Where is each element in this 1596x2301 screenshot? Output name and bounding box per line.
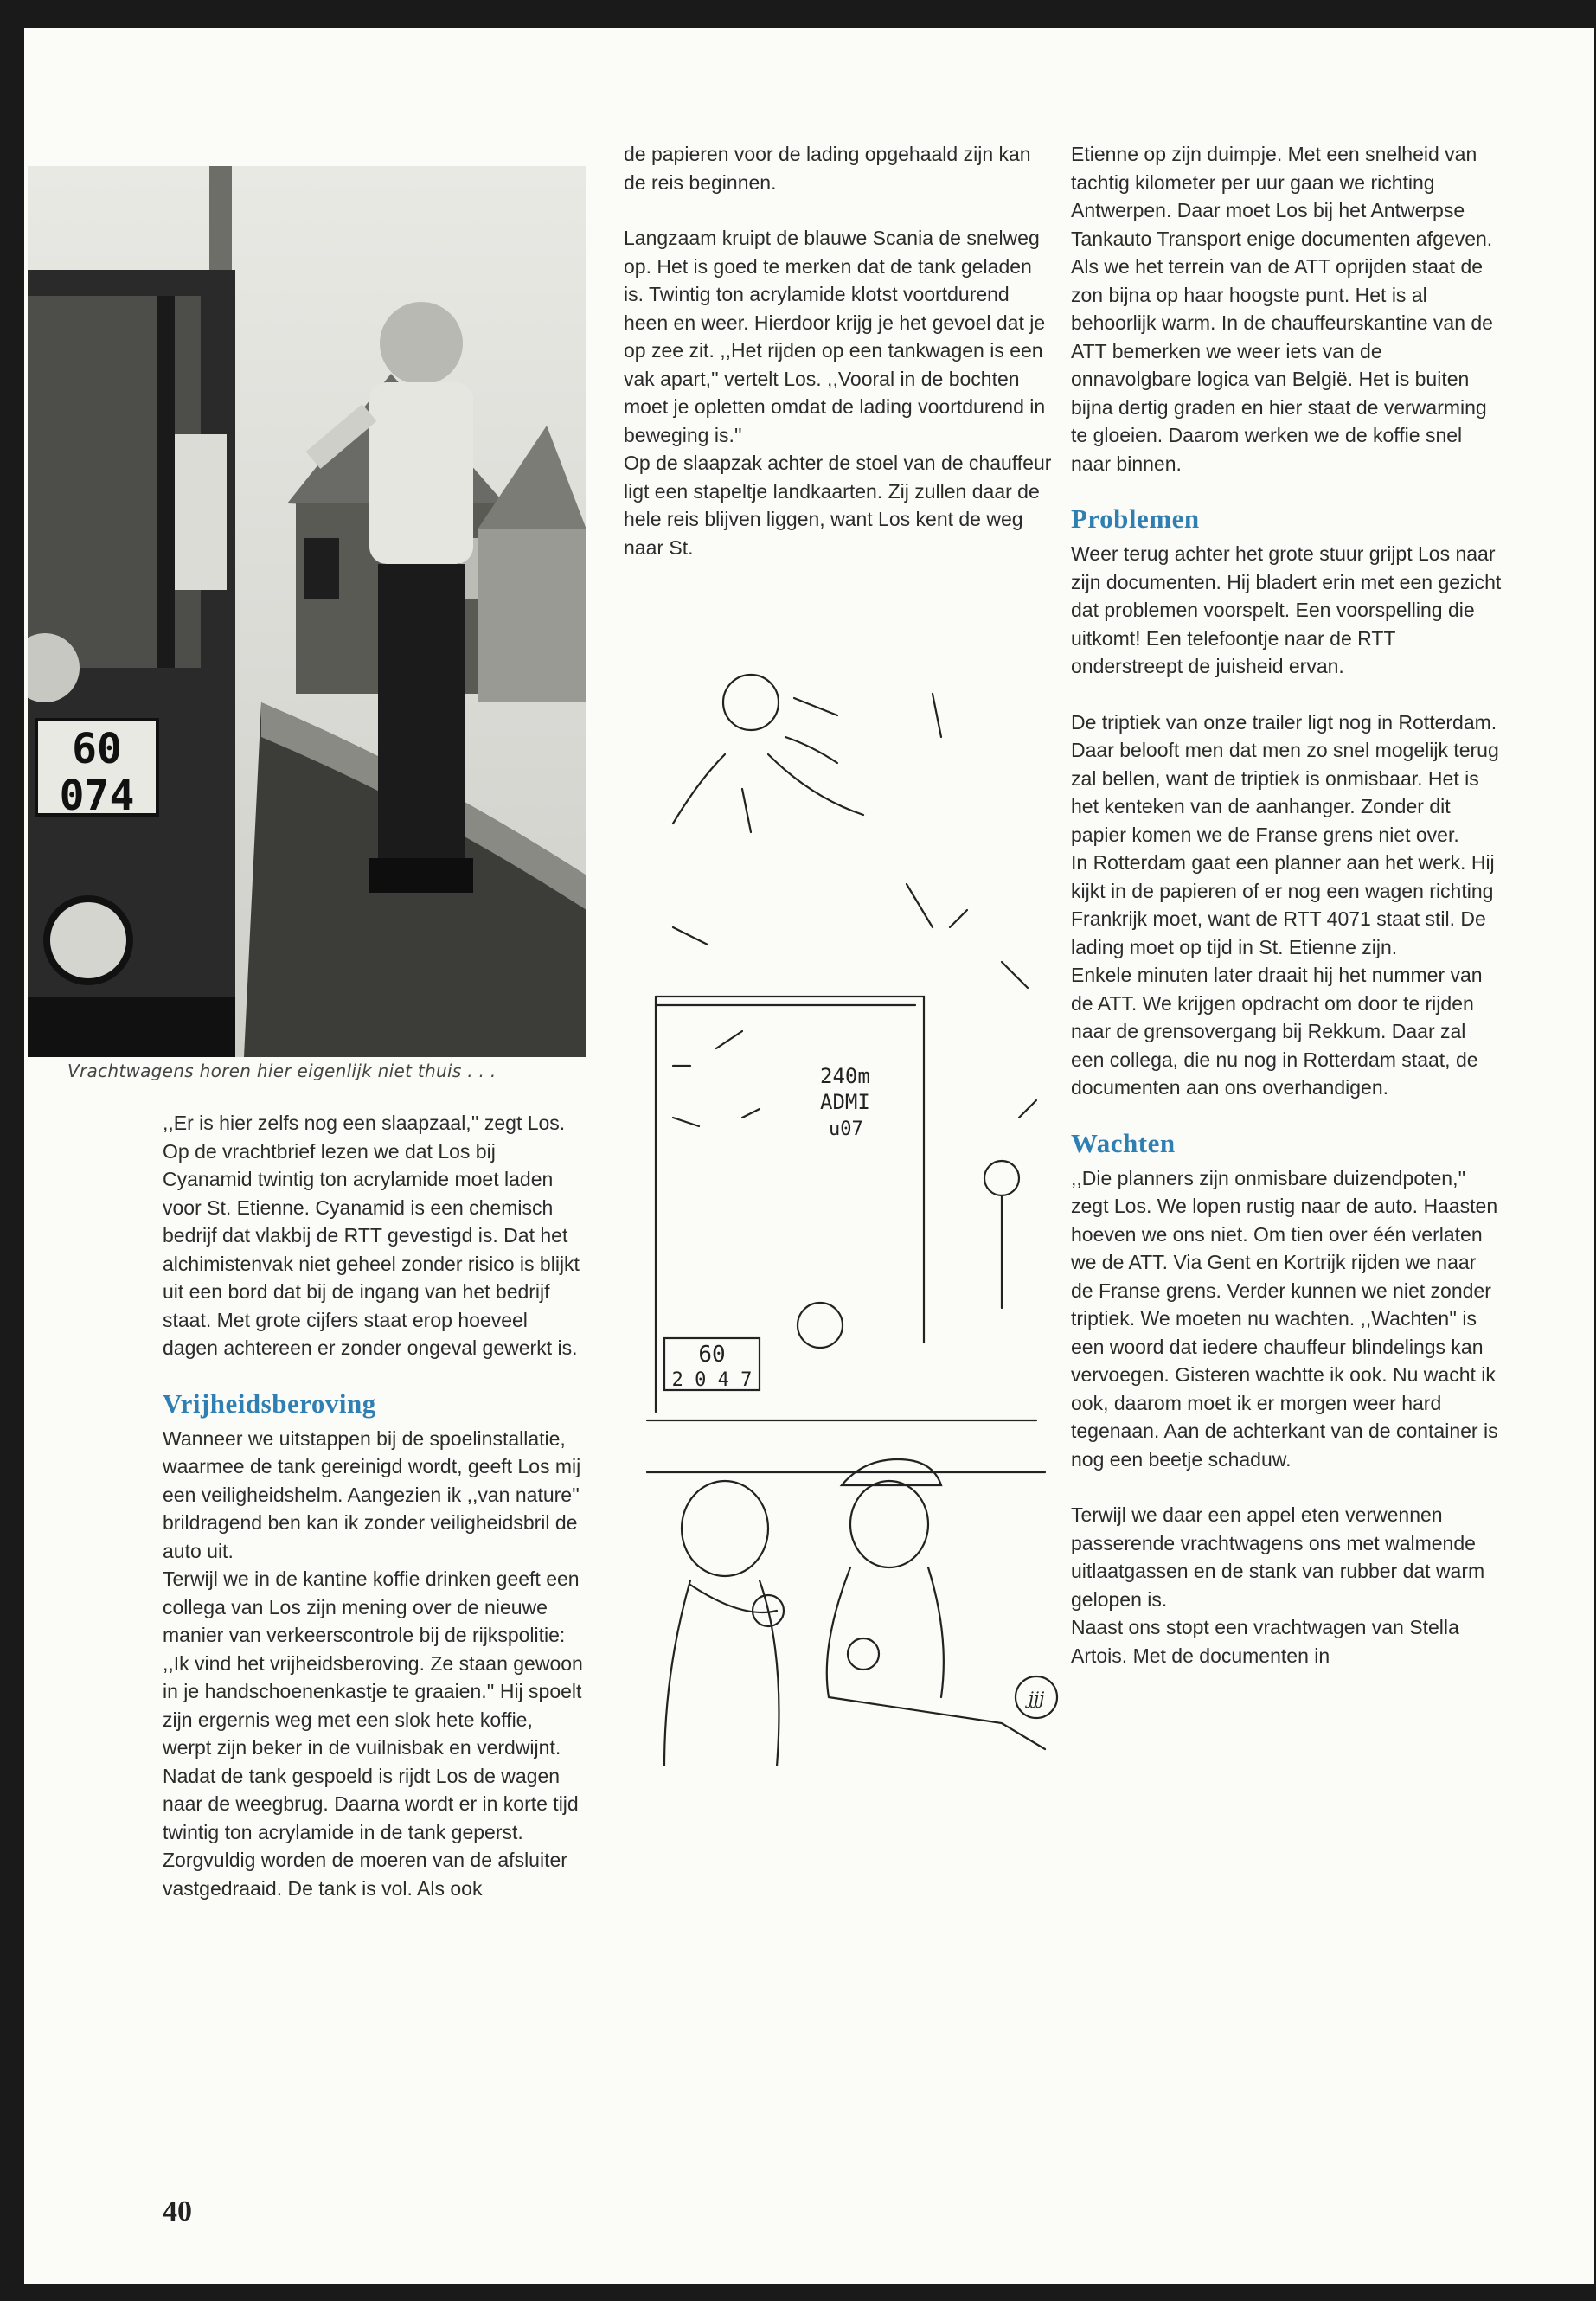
photo-caption: Vrachtwagens horen hier eigenlijk niet thuis . . .	[67, 1061, 497, 1081]
truck-plate-line1: 60	[72, 725, 122, 773]
col3-paragraph: In Rotterdam gaat een planner aan het werk. Hij kijkt in de papieren of er nog een wagen richting Frankrijk moet, want de RTT 4071 staat stil. De lading moet op tijd in St. Etienne zijn.	[1071, 851, 1495, 958]
col3-paragraph: Enkele minuten later draait hij het nummer van de ATT. We krijgen opdracht om door te rijden naar de grensovergang bij Rekkum. Daar zal een collega, die nu nog in Rotterdam staat, de documenten aan ons overhandigen.	[1071, 964, 1483, 1099]
section-heading-problemen: Problemen	[1071, 503, 1200, 534]
col3-paragraph: Als we het terrein van de ATT oprijden staat de zon bijna op haar hoogste punt. Het is al behoorlijk warm. In de chauffeurskantine van de ATT bemerken we weer iets van de onnavolgbare logica van België. Het is buiten bijna dertig graden en hier staat de verwarming te gloeien. Daarom werken we de koffie snel naar binnen.	[1071, 255, 1493, 475]
truck-plate-line2: 074	[59, 772, 135, 820]
sketch-illustration	[638, 651, 1071, 1766]
col3-paragraph: Etienne op zijn duimpje. Met een snelheid van tachtig kilometer per uur gaan we richting Antwerpen. Daar moet Los bij het Antwerpse Tankauto Transport enige documenten afgeven.	[1071, 143, 1493, 250]
sketch-signature: jjj	[1028, 1688, 1045, 1708]
col3-paragraph: Terwijl we daar een appel eten verwennen passerende vrachtwagens ons met walmende uitlaatgassen en de stank van rubber dat warm gelopen is.	[1071, 1503, 1485, 1611]
col2-paragraph: de papieren voor de lading opgehaald zijn kan de reis beginnen.	[624, 143, 1031, 194]
sketch-plate-line1: 60	[698, 1342, 726, 1368]
sketch-drawing	[638, 651, 1071, 1766]
page-number: 40	[163, 2195, 192, 2227]
col3-paragraph: Naast ons stopt een vrachtwagen van Stella Artois. Met de documenten in	[1071, 1616, 1459, 1667]
col1-paragraph: ,,Er is hier zelfs nog een slaapzaal,'' zegt Los.	[163, 1112, 566, 1134]
magazine-page	[24, 28, 1594, 2284]
sketch-sign-line1: 240m	[820, 1064, 870, 1088]
sketch-sign-line2: ADMI	[820, 1090, 870, 1114]
sketch-sign-line3: u07	[829, 1118, 863, 1140]
column-1	[163, 1109, 585, 1902]
col3-paragraph: De triptiek van onze trailer ligt nog in Rotterdam. Daar belooft men dat men zo snel mogelijk terug zal bellen, want de triptiek is onmisbaar. Het is het kenteken van de aanhanger. Zonder dit papier komen we de Franse grens niet over.	[1071, 710, 1499, 846]
col3-paragraph: Weer terug achter het grote stuur grijpt Los naar zijn documenten. Hij bladert erin met een gezicht dat problemen voorspelt. Een voorspelling die uitkomt! Een telefoontje naar de RTT onderstreept de juisheid ervan.	[1071, 542, 1502, 677]
truck-photo-image	[28, 166, 586, 1057]
col1-paragraph: Nadat de tank gespoeld is rijdt Los de wagen naar de weegbrug. Daarna wordt er in korte tijd twintig ton acrylamide in de tank geperst. Zorgvuldig worden de moeren van de afsluiter vastgedraaid. De tank is vol. Als ook	[163, 1764, 579, 1900]
col1-paragraph: Wanneer we uitstappen bij de spoelinstallatie, waarmee de tank gereinigd wordt, geeft Los mij een veiligheidshelm. Aangezien ik ,,van nature'' brildragend ben kan ik zonder veiligheidsbril de auto uit.	[163, 1426, 581, 1562]
column-2	[624, 140, 1056, 561]
col2-paragraph: Langzaam kruipt de blauwe Scania de snelweg op. Het is goed te merken dat de tank geladen is. Twintig ton acrylamide klotst voortdurend heen en weer. Hierdoor krijg je het gevoel dat je op zee zit. ,,Het rijden op een tankwagen is een vak apart,'' vertelt Los. ,,Vooral in de bochten moet je opletten omdat de lading voortdurend in beweging is.''	[624, 227, 1046, 446]
section-heading-wachten: Wachten	[1071, 1127, 1176, 1158]
col3-paragraph: ,,Die planners zijn onmisbare duizendpoten,'' zegt Los. We lopen rustig naar de auto. Haasten hoeven we ons niet. Om tien over één verlaten we de ATT. Via Gent en Kortrijk rijden we naar de Franse grens. Verder kunnen we niet zonder triptiek. We moeten nu wachten. ,,Wachten'' is een woord dat iedere chauffeur blindelings kan vervoegen. Gisteren wachtte ik ook. Nu wacht ik ook, daarom moet ik er morgen weer hard tegenaan. Aan de achterkant van de container is nog een beetje schaduw.	[1071, 1166, 1498, 1471]
column-3	[1071, 140, 1503, 1670]
sketch-plate-line2: 2 0 4 7	[671, 1369, 753, 1391]
col1-paragraph: Terwijl we in de kantine koffie drinken geeft een collega van Los zijn mening over de nieuwe manier van verkeerscontrole bij de rijkspolitie: ,,Ik vind het vrijheidsberoving. Ze staan gewoon in je handschoenenkastje te graaien.'' Hij spoelt zijn ergernis weg met een slok hete koffie, werpt zijn beker in de vuilnisbak en verdwijnt.	[163, 1567, 583, 1759]
sun-icon	[723, 675, 779, 730]
col1-paragraph: Op de vrachtbrief lezen we dat Los bij Cyanamid twintig ton acrylamide moet laden voor St. Etienne. Cyanamid is een chemisch bedrijf dat vlakbij de RTT gevestigd is. Dat het alchimistenvak niet geheel zonder risico is blijkt uit een bord dat bij de ingang van het bedrijf staat. Met grote cijfers staat erop hoeveel dagen achtereen er zonder ongeval gewerkt is.	[163, 1139, 580, 1359]
col2-paragraph: Op de slaapzak achter de stoel van de chauffeur ligt een stapeltje landkaarten. Zij zullen daar de hele reis blijven liggen, want Los kent de weg naar St.	[624, 452, 1052, 559]
section-heading-vrijheidsberoving: Vrijheidsberoving	[163, 1388, 376, 1419]
truck-photo	[28, 166, 586, 1057]
